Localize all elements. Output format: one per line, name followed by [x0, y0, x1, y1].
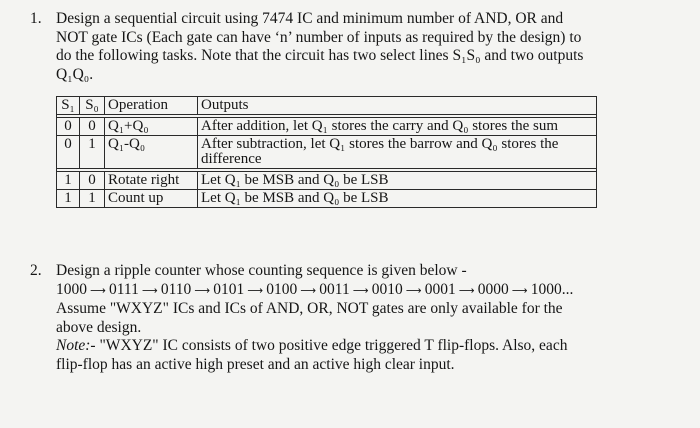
arrow-right-icon: ⟶ [90, 283, 106, 297]
cell-s1: 1 [57, 172, 80, 190]
header-s1: S₁ [57, 97, 80, 115]
question-2 [30, 262, 690, 374]
cell-s0: 0 [80, 172, 105, 190]
question-1-line-2: NOT gate ICs (Each gate can have ‘n’ number of inputs as required by the design) to [56, 28, 582, 46]
arrow-right-icon: ⟶ [352, 283, 369, 297]
question-2-intro: Design a ripple counter whose counting sequence is given below - [56, 262, 467, 279]
cell-s0: 1 [80, 136, 105, 169]
question-2-note-line-2: flip-flop has an active high preset and an active high clear input. [56, 355, 455, 373]
cell-outputs: After addition, let Q₁ stores the carry and Q₀ stores the sum [198, 118, 597, 136]
cell-operation: Rotate right [105, 172, 198, 190]
cell-s0: 1 [80, 190, 105, 208]
header-s0: S₀ [80, 97, 105, 115]
note-text: "WXYZ" IC consists of two positive edge triggered T flip-flops. Also, each [95, 337, 568, 354]
operation-table [56, 96, 597, 208]
sequence-state: 0011 [319, 280, 350, 298]
arrow-right-icon: ⟶ [511, 283, 528, 297]
arrow-right-icon: ⟶ [300, 283, 317, 297]
cell-s1: 0 [57, 136, 80, 169]
cell-outputs: Let Q₁ be MSB and Q₀ be LSB [198, 190, 597, 208]
question-2-number: 2. [30, 262, 42, 279]
sequence-state: 0111 [109, 280, 139, 298]
arrow-right-icon: ⟶ [458, 283, 475, 297]
table-row [57, 190, 597, 208]
cell-s1: 0 [57, 118, 80, 136]
question-2-assume-line-1: Assume "WXYZ" ICs and ICs of AND, OR, NOT gates are only available for the [56, 300, 563, 317]
table-row [57, 136, 597, 169]
cell-operation: Q₁+Q₀ [105, 118, 198, 136]
question-1-line-3: do the following tasks. Note that the circuit has two select lines S₁S₀ and two outputs [56, 47, 584, 64]
sequence-state: 0110 [160, 280, 192, 298]
counting-sequence [56, 281, 690, 301]
question-1-line-1: Design a sequential circuit using 7474 IC and minimum number of AND, OR and [56, 10, 564, 27]
question-2-assume-line-2: above design. [56, 318, 142, 336]
question-2-note-line-1 [56, 337, 690, 356]
sequence-state: 0100 [266, 280, 298, 298]
cell-operation: Q₁-Q₀ [105, 136, 198, 169]
table-header-row [57, 97, 597, 115]
arrow-right-icon: ⟶ [141, 283, 158, 297]
table-row [57, 118, 597, 136]
arrow-right-icon: ⟶ [247, 283, 264, 297]
cell-operation: Count up [105, 190, 198, 208]
sequence-state: 0101 [213, 280, 245, 298]
arrow-right-icon: ⟶ [405, 283, 422, 297]
question-2-body [56, 262, 690, 374]
question-1 [30, 10, 690, 208]
sequence-state: 0001 [424, 280, 456, 298]
table-row [57, 172, 597, 190]
sequence-state: 1000... [530, 280, 574, 298]
question-1-line-4: Q₁Q₀. [56, 65, 94, 83]
sequence-state: 1000 [56, 280, 87, 298]
question-1-number: 1. [30, 10, 42, 27]
cell-outputs: Let Q₁ be MSB and Q₀ be LSB [198, 172, 597, 190]
cell-outputs: After subtraction, let Q₁ stores the barrow and Q₀ stores the difference [198, 136, 597, 169]
header-operation: Operation [105, 97, 198, 115]
question-1-body [56, 10, 690, 208]
cell-s0: 0 [80, 118, 105, 136]
arrow-right-icon: ⟶ [194, 283, 211, 297]
cell-s1: 1 [57, 190, 80, 208]
note-label: Note:- [56, 337, 96, 354]
sequence-state: 0010 [371, 280, 403, 298]
header-outputs: Outputs [198, 97, 597, 115]
sequence-state: 0000 [477, 280, 509, 298]
